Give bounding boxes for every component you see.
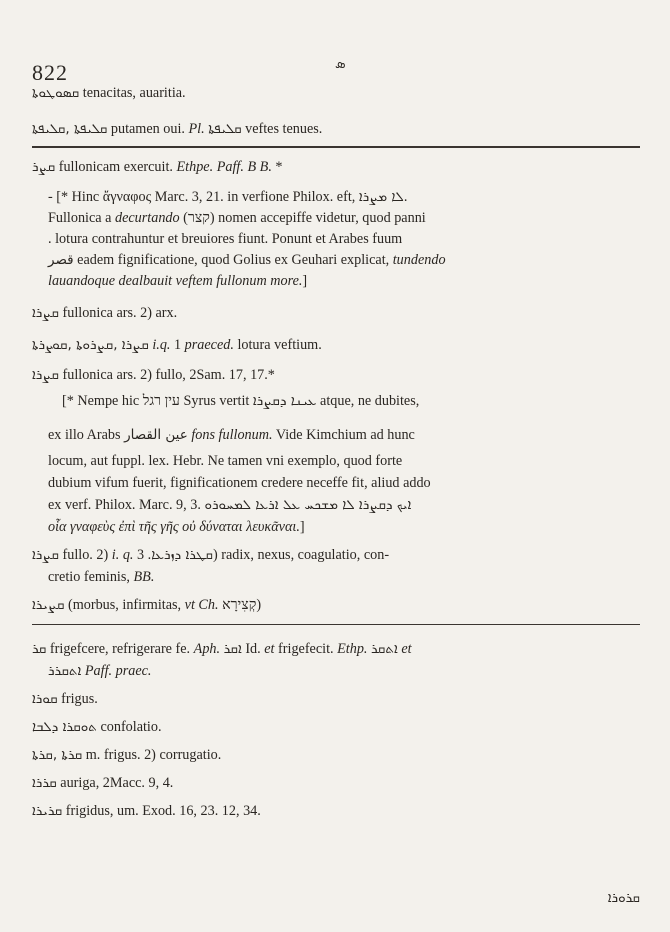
latin-text: . [403,189,408,205]
syriac-text: ܐܬܩܪ [371,641,398,657]
syriac-text: ܠܐ ܡܨܪܐ [358,189,404,205]
italic-text: i.q. [152,337,171,353]
italic-text: fons fullonum. [191,427,273,443]
syriac-text: ܩܨܪ [32,159,56,175]
latin-text: m. frigus. 2) corrugatio. [82,747,222,763]
syriac-text: ܩܪ [32,641,47,657]
syriac-text: ܩܪܬܐ ,ܩܪܬܐ [32,747,83,763]
italic-text: tundendo [392,252,446,268]
syriac-text: ܩܣܘܛܘܬܐ [32,85,80,101]
latin-text: dubium vifum fuerit, fignificationem credere neceffe fit, aliud addo [48,475,431,491]
entry-line [48,188,407,206]
latin-text: fullonica ars. 2) arx. [58,305,178,321]
entry-line [48,272,307,290]
syriac-text: ܩܨܝܪܐ [32,597,65,613]
italic-text: et [401,641,412,657]
entry-line [48,230,402,248]
latin-text: fullonicam exercuit. [55,159,177,175]
entry-line [48,518,305,536]
latin-text: * [271,159,283,175]
italic-text: lauandoque dealbauit veftem fullonum more. [48,273,303,289]
entry-line [32,366,275,384]
entry-line [48,662,151,680]
latin-text: lotura veftium. [233,337,322,353]
syriac-text: ܩܨܪܐ [32,367,59,383]
latin-text: Id. [241,641,265,657]
syriac-text: ܩܘܪܐ [32,691,58,707]
latin-text: frigus. [57,691,98,707]
latin-text: frigefecit. [274,641,338,657]
syriac-text: ܩܨܪܐ [32,305,59,321]
top-rule [32,146,640,148]
italic-text: Ethpe. Paff. B B. [176,159,272,175]
entry-line [32,336,322,354]
latin-text: ] [299,519,305,535]
italic-text: decurtando [114,210,180,226]
entry-line [48,426,415,444]
latin-text: . 3) radix, nexus, coagulatio, con- [137,547,390,563]
syriac-text: ܩܪܝܪܐ [32,803,63,819]
latin-text: 1 [170,337,185,353]
latin-text: ex verf. Philox. Marc. 9, 3. [48,497,205,513]
latin-text: Fullonica a [48,210,115,226]
entry-line [32,304,177,322]
latin-text: putamen oui. [107,121,189,137]
italic-text: i. q. [111,547,134,563]
syriac-text: قصر [48,252,74,268]
entry-line [32,120,322,138]
running-head: ܣ [335,56,346,72]
italic-text: Ethp. [337,641,368,657]
latin-text: fullo. 2) [58,547,112,563]
latin-text: (morbus, infirmitas, [64,597,185,613]
latin-text: confolatio. [96,719,162,735]
entry-line [32,802,261,820]
latin-text: cretio feminis, [48,569,134,585]
entry-line [32,718,162,736]
entry-line [32,774,173,792]
latin-text: . lotura contrahuntur et breuiores fiunt. Ponunt et Arabes fuum [48,231,403,247]
syriac-text: ܩܨܪܐ ,ܩܨܪܘܬܐ ,ܩܘܨܪܬܐ [32,337,149,353]
syriac-text: ܥܝܢܐ ܕܩܨܪܐ [252,393,317,409]
italic-text: vt Ch. [184,597,219,613]
entry-line [32,158,283,176]
page-number: 822 [32,60,68,85]
italic-text: BB. [133,569,155,585]
entry-line [32,746,221,764]
entry-line [32,596,261,614]
italic-text: et [264,641,275,657]
entry-line [32,546,389,564]
latin-text: frigidus, um. Exod. 16, 23. 12, 34. [62,803,261,819]
entry-line [48,474,431,492]
italic-text: Pl. [188,121,205,137]
latin-text: tenacitas, auaritia. [79,85,186,101]
entry-line [48,568,154,586]
italic-text: Paff. praec. [84,663,152,679]
latin-text: eadem fignificatione, quod Golius ex Geuhari explicat, [73,252,393,268]
section-rule [32,624,640,625]
latin-text: auriga, 2Macc. 9, 4. [56,775,174,791]
syriac-text: ܩܠܝܦܬܐ ,ܩܠܝܦܬܐ [32,121,108,137]
latin-text: - [* Hinc ἄγναφος Marc. 3, 21. in verfione Philox. eft, [48,189,359,205]
syriac-text: ܩܨܪܐ [32,547,59,563]
entry-line [48,209,426,227]
latin-text: locum, aut fuppl. lex. Hebr. Ne tamen vni exemplo, quod forte [48,453,403,469]
entry-line [48,251,446,269]
syriac-text: ܩܪܪܐ [32,775,57,791]
entry-line [62,392,419,410]
italic-text: praeced. [184,337,234,353]
entry-line [32,640,412,658]
latin-text: קְצִירָא) [218,597,262,613]
latin-text: ] [302,273,308,289]
latin-text: (קצר) nomen accepiffe videtur, quod panni [179,210,426,226]
syriac-text: ܬܘܩܪܐ ܕܠܒܐ [32,719,97,735]
latin-text: [* Nempe hic עין רגל Syrus vertit [62,393,253,409]
latin-text: ex illo Arabs [48,427,125,443]
syriac-text: ܐܝܟ ܕܩܨܪܐ ܠܐ ܡܫܟܚ ܥܠ ܐܪܥܐ ܠܡܚܘܪܘ [204,497,412,513]
entry-line [48,496,411,514]
latin-text: atque, ne dubites, [316,393,420,409]
entry-line [48,452,402,470]
syriac-text: ܐܩܪ [223,641,242,657]
syriac-text: ܩܠܝܦܬܐ [208,121,242,137]
italic-text: Aph. [193,641,221,657]
entry-line [32,84,186,102]
latin-text: Vide Kimchium ad hunc [272,427,415,443]
catchword: ܩܪܘܪܐ [607,890,640,906]
syriac-text: ܩܛܪܐ ܕܙܪܥܐ [151,547,213,563]
syriac-text: ܐܬܩܪܪ [48,663,82,679]
latin-text: veftes tenues. [241,121,323,137]
latin-text: frigefcere, refrigerare fe. [46,641,194,657]
italic-text: οἷα γναφεὺς ἐπὶ τῆς γῆς οὐ δύναται λευκᾶναι. [48,519,300,535]
entry-line [32,690,98,708]
latin-text: fullonica ars. 2) fullo, 2Sam. 17, 17.* [58,367,275,383]
syriac-text: عين القصار [124,427,188,443]
